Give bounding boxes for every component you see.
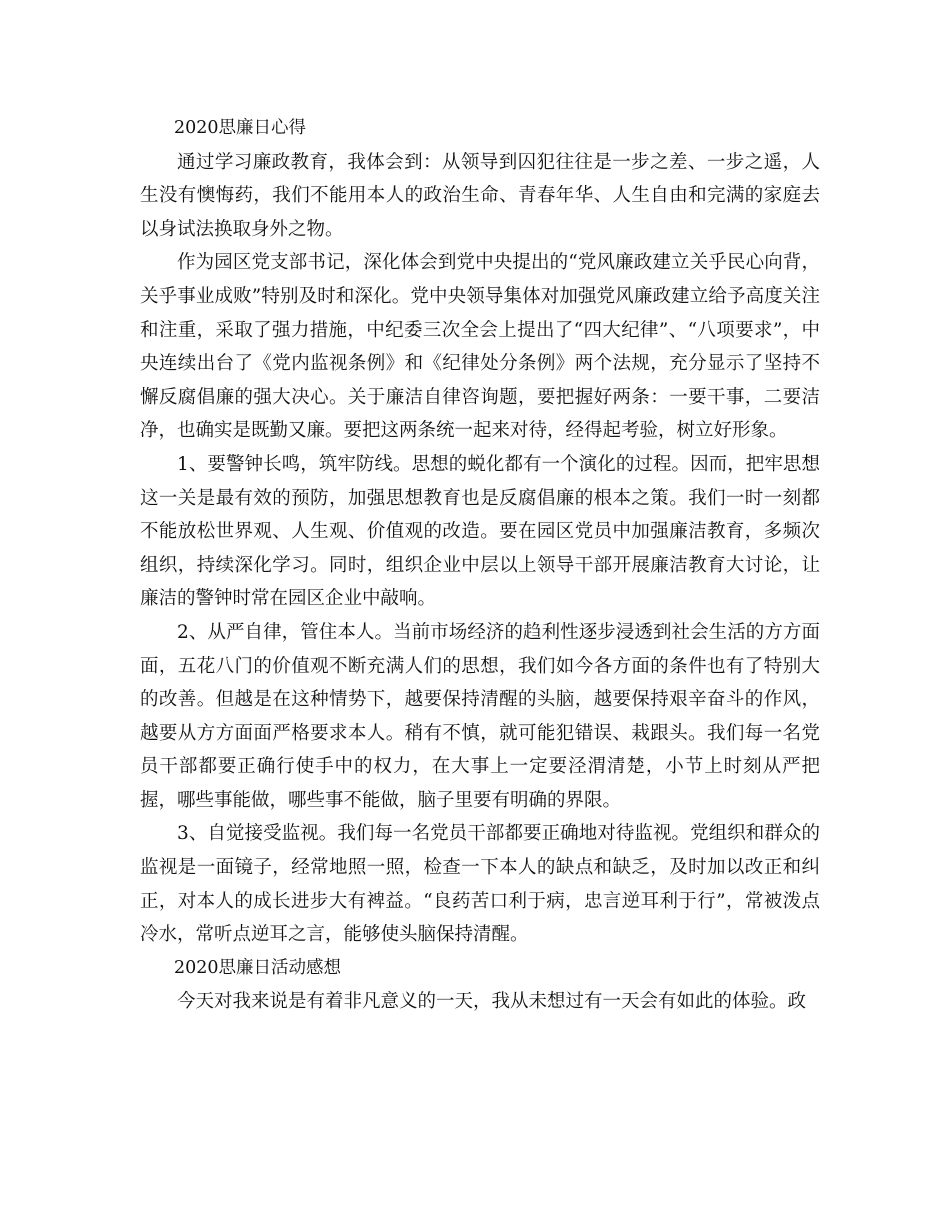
paragraph: 今天对我来说是有着非凡意义的一天，我从未想过有一天会有如此的体验。政 <box>177 991 807 1013</box>
paragraph: 1、要警钟长鸣，筑牢防线。思想的蜕化都有一个演化的过程。因而，把牢思想这一关是最有效的预防，加强思想教育也是反腐倡廉的根本之策。我们一时一刻都不能放松世界观、人生观、价值观的改造。要在园区党员中加强廉洁教育，多频次组织，持续深化学习。同时，组织企业中层以上领导干部开展廉洁教育大讨论，让廉洁的警钟时常在园区企业中敲响。 <box>140 453 820 610</box>
document-body <box>140 112 820 1019</box>
paragraph: 2、从严自律，管住本人。当前市场经济的趋利性逐步浸透到社会生活的方方面面，五花八门的价值观不断充满人们的思想，我们如今各方面的条件也有了特别大的改善。但越是在这种情势下，越要保持清醒的头脑，越要保持艰辛奋斗的作风，越要从方方面面严格要求本人。稍有不慎，就可能犯错误、栽跟头。我们每一名党员干部都要正确行使手中的权力，在大事上一定要泾渭清楚，小节上时刻从严把握，哪些事能做，哪些事不能做，脑子里要有明确的界限。 <box>140 621 820 811</box>
paragraph: 3、自觉接受监视。我们每一名党员干部都要正确地对待监视。党组织和群众的监视是一面镜子，经常地照一照，检查一下本人的缺点和缺乏，及时加以改正和纠正，对本人的成长进步大有裨益。“良药苦口利于病，忠言逆耳利于行”，常被泼点冷水，常听点逆耳之言，能够使头脑保持清醒。 <box>140 823 820 946</box>
paragraph: 作为园区党支部书记，深化体会到党中央提出的“党风廉政建立关乎民心向背，关乎事业成败”特别及时和深化。党中央领导集体对加强党风廉政建立给予高度关注和注重，采取了强力措施，中纪委三次全会上提出了“四大纪律”、“八项要求”，中央连续出台了《党内监视条例》和《纪律处分条例》两个法规，充分显示了坚持不懈反腐倡廉的强大决心。关于廉洁自律咨询题，要把握好两条：一要干事，二要洁净，也确实是既勤又廉。要把这两条统一起来对待，经得起考验，树立好形象。 <box>140 252 820 442</box>
paragraph: 通过学习廉政教育，我体会到：从领导到囚犯往往是一步之差、一步之遥，人生没有懊悔药，我们不能用本人的政治生命、青春年华、人生自由和完满的家庭去以身试法换取身外之物。 <box>140 151 820 240</box>
section-heading: 2020思廉日活动感想 <box>174 957 342 978</box>
section-heading: 2020思廉日心得 <box>174 118 307 138</box>
